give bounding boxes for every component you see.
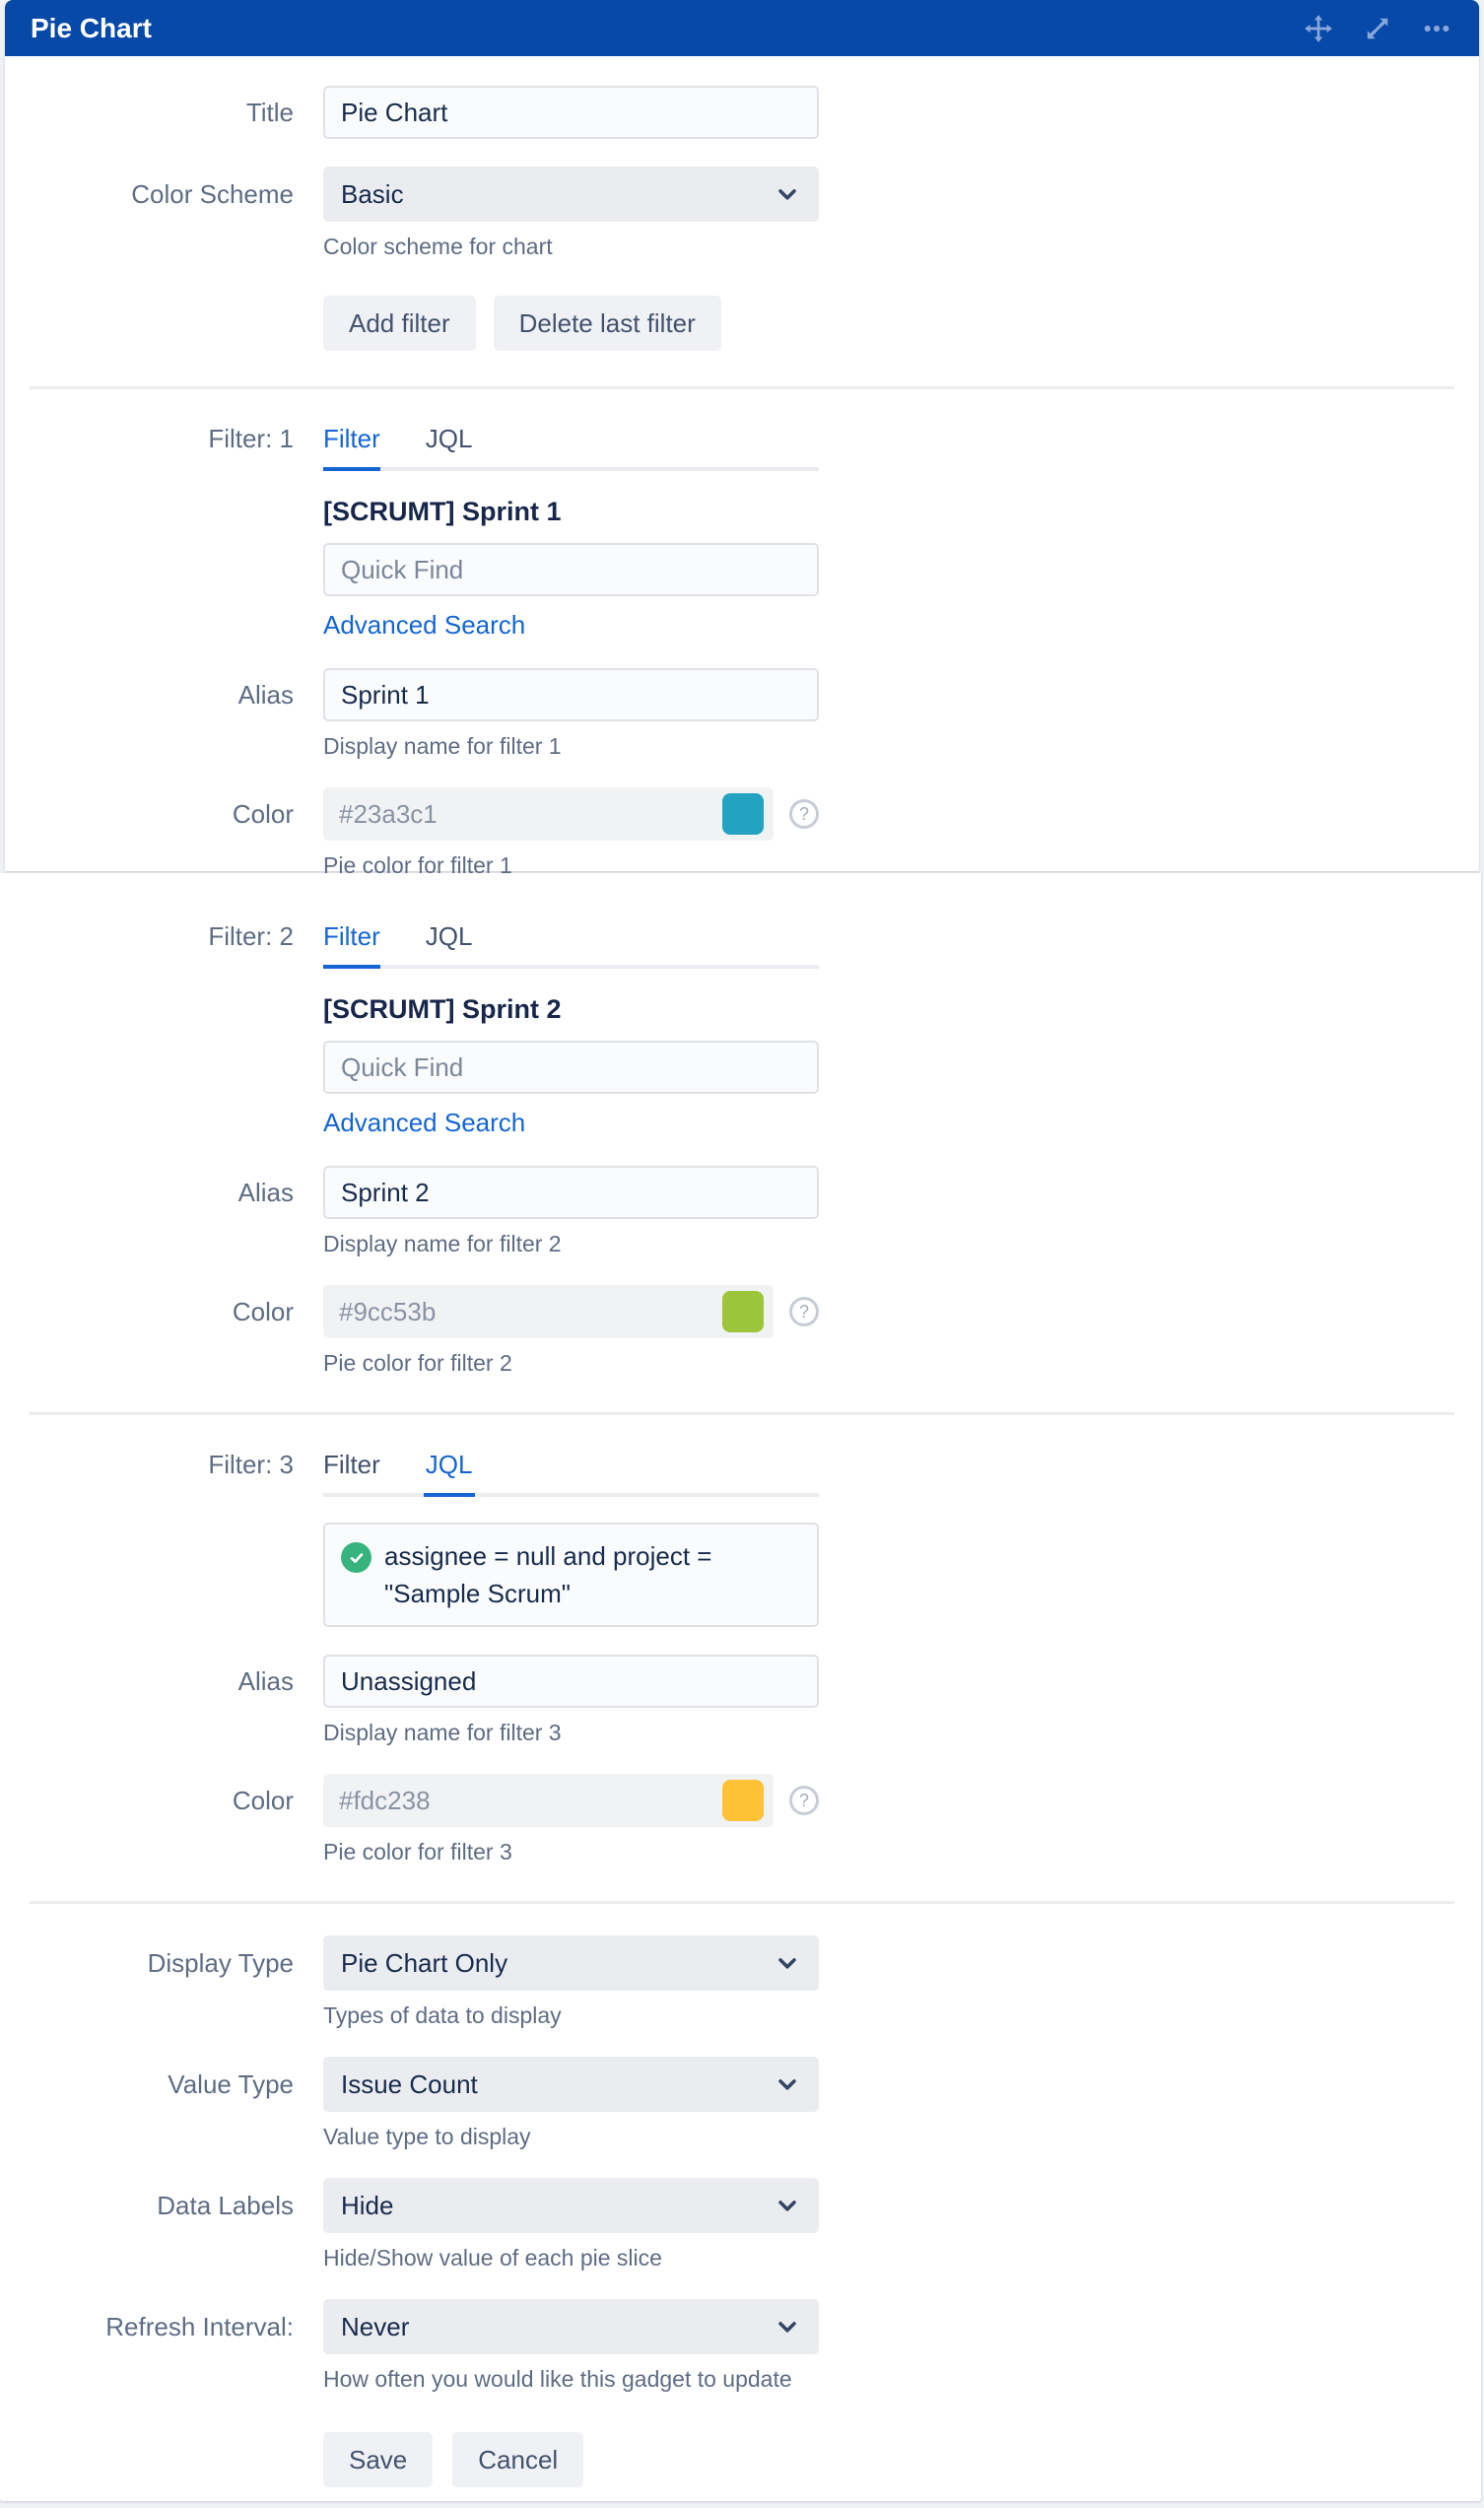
titlebar-actions xyxy=(1302,12,1453,45)
tab-jql[interactable]: JQL xyxy=(425,1450,473,1479)
help-icon[interactable]: ? xyxy=(789,1786,819,1815)
gadget-title: Pie Chart xyxy=(31,12,152,43)
filter-2-tabs xyxy=(323,920,819,969)
filter-1-advanced-search-link[interactable]: Advanced Search xyxy=(323,610,526,640)
section-divider xyxy=(30,386,1454,389)
filter-3-alias-input[interactable] xyxy=(323,1655,819,1708)
filter-1-selected-filter: [SCRUMT] Sprint 1 xyxy=(323,497,562,526)
display-type-value: Pie Chart Only xyxy=(341,1947,508,1978)
filter-3-color-value: #fdc238 xyxy=(339,1785,431,1815)
refresh-interval-label: Refresh Interval: xyxy=(105,2312,294,2341)
filter-1-color-value: #23a3c1 xyxy=(339,798,438,829)
filter-2-advanced-search-link[interactable]: Advanced Search xyxy=(323,1108,526,1137)
value-type-value: Issue Count xyxy=(341,2068,478,2099)
display-type-select[interactable] xyxy=(323,1935,819,1991)
gadget-titlebar xyxy=(5,0,1479,56)
title-label: Title xyxy=(245,98,294,127)
add-filter-button[interactable]: Add filter xyxy=(323,296,476,351)
tab-track xyxy=(323,467,819,471)
delete-last-filter-button[interactable]: Delete last filter xyxy=(494,296,721,351)
filter-1-alias-input[interactable] xyxy=(323,668,819,721)
refresh-interval-help: How often you would like this gadget to update xyxy=(323,2366,792,2392)
color-scheme-select[interactable] xyxy=(323,167,819,222)
tab-filter[interactable]: Filter xyxy=(323,921,380,951)
chevron-down-icon xyxy=(774,2313,801,2340)
filter-2-quick-find-input[interactable] xyxy=(323,1041,819,1094)
filter-1-color-input[interactable] xyxy=(323,787,774,841)
filter-3-label: Filter: 3 xyxy=(208,1450,294,1479)
filter-2-alias-help: Display name for filter 2 xyxy=(323,1231,562,1256)
data-labels-label: Data Labels xyxy=(157,2191,294,2220)
section-divider xyxy=(30,1412,1454,1415)
chevron-down-icon xyxy=(774,1949,801,1977)
filter-2-alias-input[interactable] xyxy=(323,1166,819,1219)
filter-2-label: Filter: 2 xyxy=(208,921,294,951)
filter-1-alias-label: Alias xyxy=(237,680,294,710)
filter-3-color-input[interactable] xyxy=(323,1774,774,1827)
filter-3-color-label: Color xyxy=(232,1786,294,1815)
active-tab-indicator xyxy=(323,965,380,969)
filter-2-color-help: Pie color for filter 2 xyxy=(323,1350,512,1376)
filter-2-color-label: Color xyxy=(232,1297,294,1326)
data-labels-help: Hide/Show value of each pie slice xyxy=(323,2245,662,2271)
gadget-config-form xyxy=(0,56,1484,2487)
help-icon[interactable]: ? xyxy=(789,799,819,829)
value-type-help: Value type to display xyxy=(323,2124,531,2149)
color-scheme-value: Basic xyxy=(341,178,404,209)
filter-2-alias-label: Alias xyxy=(237,1178,294,1207)
filter-3-jql-input[interactable] xyxy=(323,1523,819,1627)
filter-2-selected-filter: [SCRUMT] Sprint 2 xyxy=(323,994,562,1024)
tab-jql[interactable]: JQL xyxy=(425,921,473,951)
active-tab-indicator xyxy=(323,467,380,471)
filter-3-jql-query: assignee = null and project = "Sample Scrum" xyxy=(384,1541,712,1608)
tab-track xyxy=(323,965,819,969)
filter-2-color-input[interactable] xyxy=(323,1285,774,1338)
chevron-down-icon xyxy=(774,180,801,208)
filter-2-color-value: #9cc53b xyxy=(339,1296,437,1326)
expand-icon[interactable] xyxy=(1361,12,1394,45)
display-type-help: Types of data to display xyxy=(323,2002,562,2028)
filter-1-alias-help: Display name for filter 1 xyxy=(323,733,562,759)
filter-1-color-swatch[interactable] xyxy=(722,793,764,835)
tab-filter[interactable]: Filter xyxy=(323,424,380,453)
tab-jql[interactable]: JQL xyxy=(425,424,473,453)
filter-3-color-help: Pie color for filter 3 xyxy=(323,1839,512,1864)
refresh-interval-value: Never xyxy=(341,2311,410,2341)
filter-1-color-help: Pie color for filter 1 xyxy=(323,852,512,878)
tab-track xyxy=(323,1493,819,1497)
refresh-interval-select[interactable] xyxy=(323,2299,819,2354)
filter-3-tabs xyxy=(323,1449,819,1497)
jql-valid-check-icon xyxy=(341,1542,371,1573)
filter-2-color-swatch[interactable] xyxy=(722,1291,764,1332)
filter-1-tabs xyxy=(323,423,819,471)
value-type-select[interactable] xyxy=(323,2057,819,2112)
move-icon[interactable] xyxy=(1302,12,1335,45)
save-button[interactable]: Save xyxy=(323,2432,433,2487)
cancel-button[interactable]: Cancel xyxy=(452,2432,583,2487)
filter-1-color-label: Color xyxy=(232,799,294,829)
section-divider xyxy=(30,1901,1454,1904)
active-tab-indicator xyxy=(424,1493,475,1497)
filter-3-color-swatch[interactable] xyxy=(722,1780,764,1821)
color-scheme-help: Color scheme for chart xyxy=(323,234,553,259)
data-labels-value: Hide xyxy=(341,2190,394,2220)
filter-1-quick-find-input[interactable] xyxy=(323,543,819,596)
more-icon[interactable] xyxy=(1420,12,1453,45)
filter-3-alias-help: Display name for filter 3 xyxy=(323,1720,562,1745)
chevron-down-icon xyxy=(774,2070,801,2098)
title-input[interactable] xyxy=(323,86,819,139)
chevron-down-icon xyxy=(774,2192,801,2219)
value-type-label: Value Type xyxy=(168,2069,294,2099)
tab-filter[interactable]: Filter xyxy=(323,1450,380,1479)
filter-1-label: Filter: 1 xyxy=(208,424,294,453)
data-labels-select[interactable] xyxy=(323,2178,819,2233)
filter-3-alias-label: Alias xyxy=(237,1666,294,1696)
color-scheme-label: Color Scheme xyxy=(131,179,294,209)
help-icon[interactable]: ? xyxy=(789,1297,819,1326)
display-type-label: Display Type xyxy=(147,1948,294,1978)
